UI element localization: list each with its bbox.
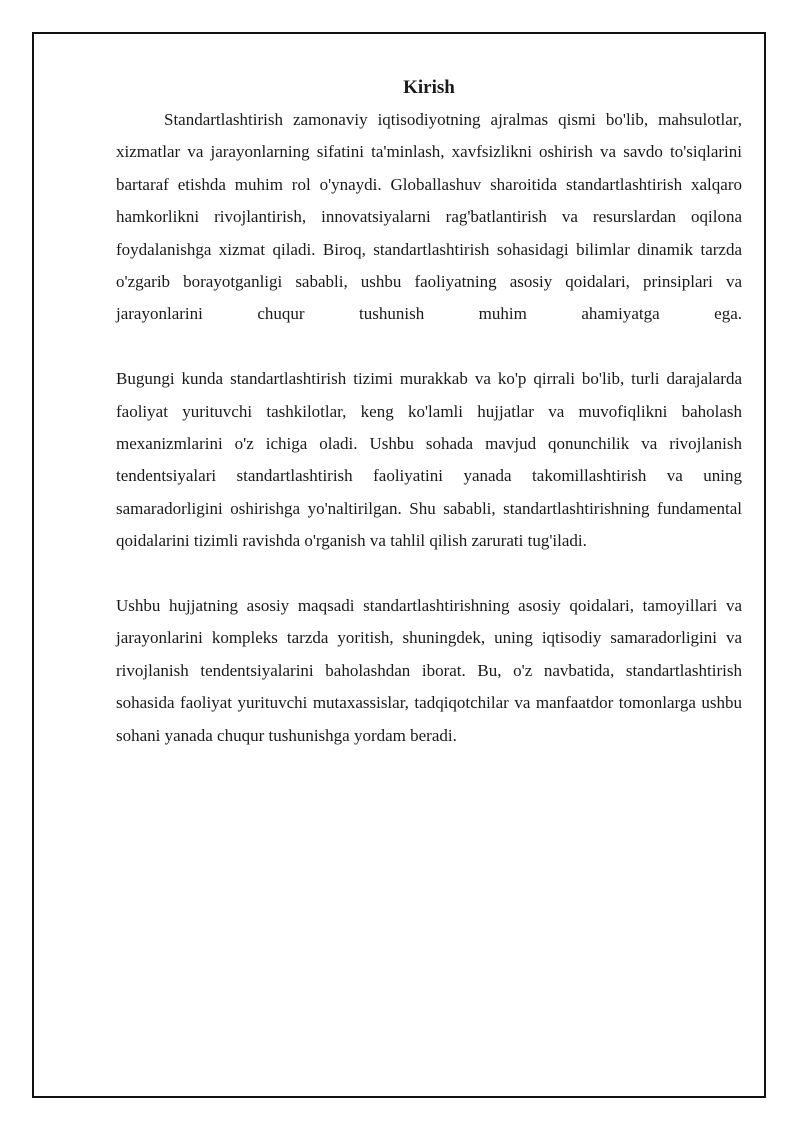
document-title: Kirish xyxy=(403,77,455,98)
paragraph-intro: Standartlashtirish zamonaviy iqtisodiyotning ajralmas qismi bo'lib, mahsulotlar, xizmatlar va jarayonlarning sifatini ta'minlash, xavfsizlikni oshirish va savdo to'siqlarini bartaraf etishda muhim rol o'ynaydi. Globallashuv sharoitida standartlashtirish xalqaro hamkorlikni rivojlantirish, innovatsiyalarni rag'batlantirish va resurslardan oqilona foydalanishga xizmat qiladi. Biroq, standartlashtirish sohasidagi bilimlar dinamik tarzda o'zgarib borayotganligi sababli, ushbu faoliyatning asosiy qoidalari, prinsiplari va jarayonlarini chuqur tushunish muhim ahamiyatga ega. xyxy=(116,110,742,324)
document-body xyxy=(116,74,742,752)
paragraph-purpose: Ushbu hujjatning asosiy maqsadi standartlashtirishning asosiy qoidalari, tamoyillari va jarayonlarini kompleks tarzda yoritish, shuningdek, uning iqtisodiy samaradorligini va rivojlanish tendentsiyalarini baholashdan iborat. Bu, o'z navbatida, standartlashtirish sohasida faoliyat yurituvchi mutaxassislar, tadqiqotchilar va manfaatdor tomonlarga ushbu sohani yanada chuqur tushunishga yordam beradi. xyxy=(116,596,742,745)
paragraph-system: Bugungi kunda standartlashtirish tizimi murakkab va ko'p qirrali bo'lib, turli darajalarda faoliyat yurituvchi tashkilotlar, keng ko'lamli hujjatlar va muvofiqlikni baholash mexanizmlarini o'z ichiga oladi. Ushbu sohada mavjud qonunchilik va rivojlanish tendentsiyalari standartlashtirish faoliyatini yanada takomillashtirish va uning samaradorligini oshirishga yo'naltirilgan. Shu sababli, standartlashtirishning fundamental qoidalarini tizimli ravishda o'rganish va tahlil qilish zarurati tug'iladi. xyxy=(116,369,742,551)
